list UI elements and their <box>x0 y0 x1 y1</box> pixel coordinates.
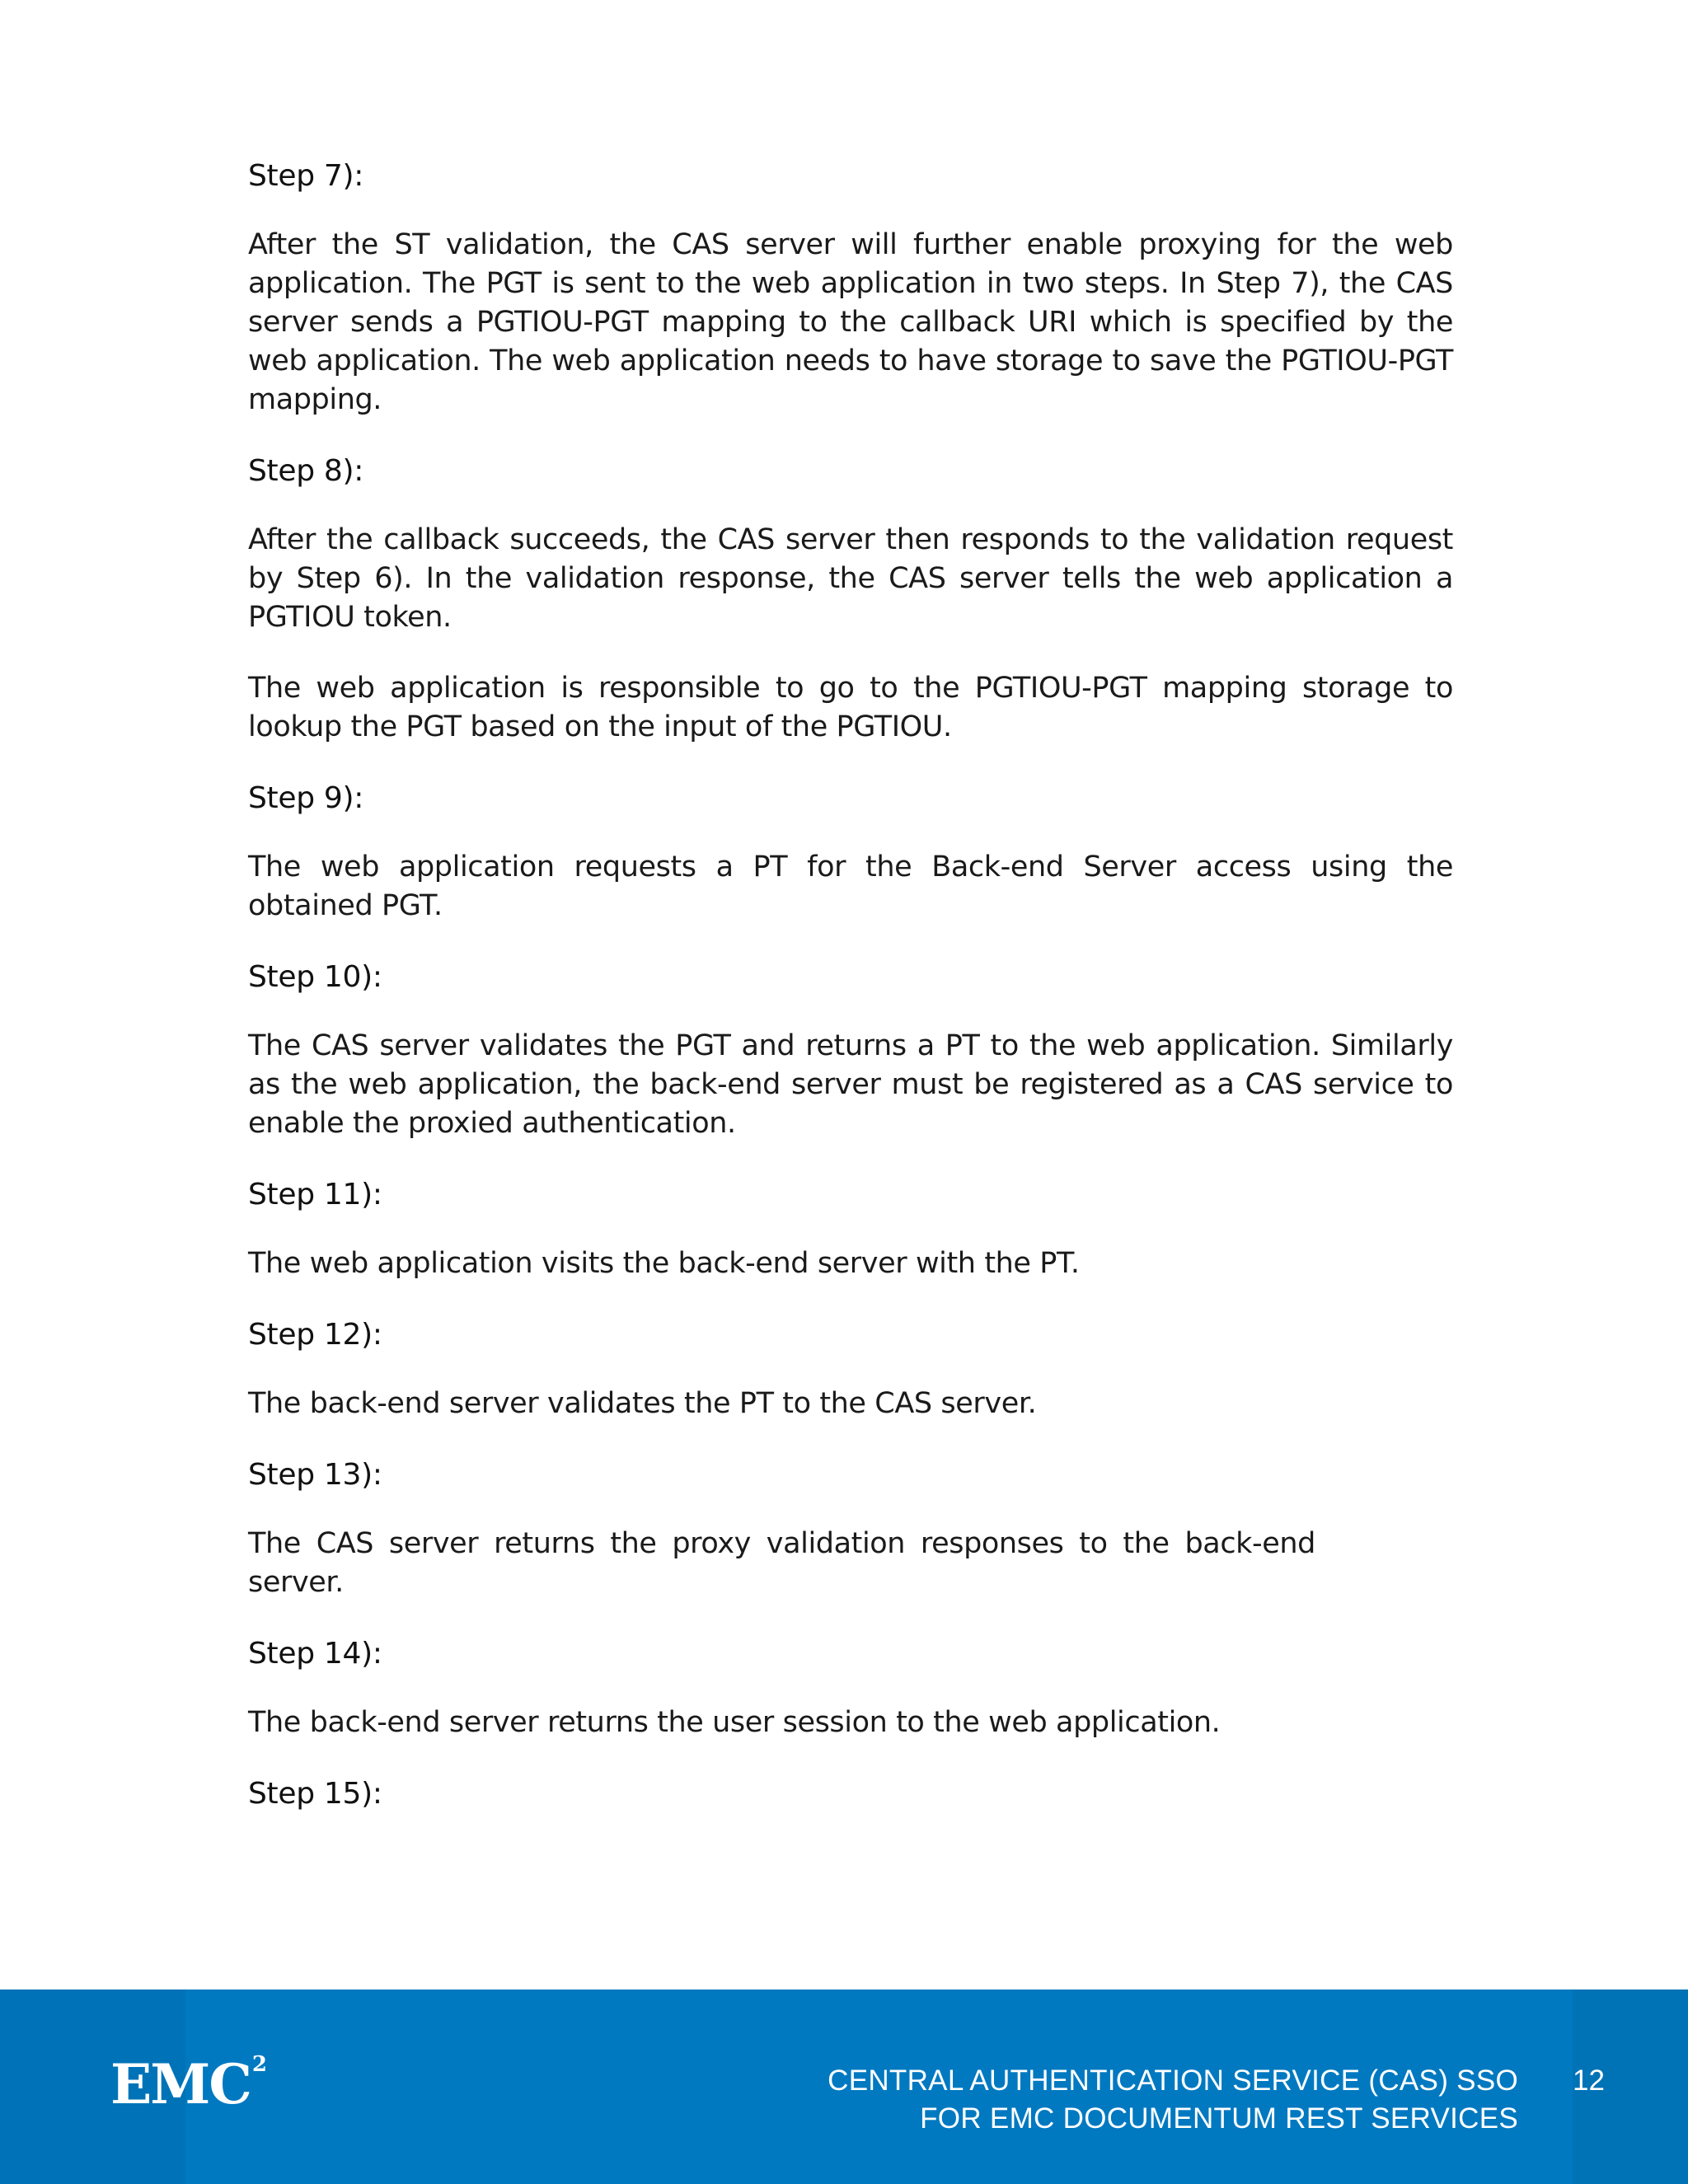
step-10-heading: Step 10): <box>248 960 382 994</box>
emc-logo-superscript: 2 <box>251 2052 267 2077</box>
page-footer <box>0 1990 1688 2184</box>
footer-document-title <box>828 2062 1518 2138</box>
step-9-heading: Step 9): <box>248 781 364 815</box>
emc-logo <box>110 2052 267 2116</box>
footer-title-line-2: FOR EMC DOCUMENTUM REST SERVICES <box>920 2102 1518 2135</box>
step-15-heading: Step 15): <box>248 1777 382 1811</box>
step-14-paragraph: The back-end server returns the user session to the web application. <box>248 1706 1221 1739</box>
step-11-paragraph: The web application visits the back-end server with the PT. <box>248 1247 1080 1280</box>
step-8-heading: Step 8): <box>248 454 364 488</box>
step-8-paragraph-2: The web application is responsible to go to the PGTIOU-PGT mapping storage to lookup the PGT based on the input of the PGTIOU. <box>248 672 1453 743</box>
document-body <box>248 157 1453 1844</box>
emc-logo-text: EMC <box>110 2052 251 2116</box>
step-9-paragraph: The web application requests a PT for the Back-end Server access using the obtained PGT. <box>248 851 1453 922</box>
step-7-heading: Step 7): <box>248 159 364 193</box>
step-13-paragraph: The CAS server returns the proxy validation responses to the back-end server. <box>248 1527 1315 1599</box>
step-14-heading: Step 14): <box>248 1637 382 1671</box>
step-12-heading: Step 12): <box>248 1318 382 1352</box>
step-10-paragraph: The CAS server validates the PGT and returns a PT to the web application. Similarly as the web application, the back-end server must be registered as a CAS service to enable the proxied authentication. <box>248 1029 1453 1140</box>
step-13-heading: Step 13): <box>248 1458 382 1492</box>
step-8-paragraph-1: After the callback succeeds, the CAS server then responds to the validation request by Step 6). In the validation response, the CAS server tells the web application a PGTIOU token. <box>248 523 1453 634</box>
step-11-heading: Step 11): <box>248 1178 382 1212</box>
step-12-paragraph: The back-end server validates the PT to the CAS server. <box>248 1387 1037 1420</box>
page-number: 12 <box>1573 2064 1605 2097</box>
footer-title-line-1: CENTRAL AUTHENTICATION SERVICE (CAS) SSO <box>828 2064 1518 2097</box>
step-7-paragraph: After the ST validation, the CAS server will further enable proxying for the web application. The PGT is sent to the web application in two steps. In Step 7), the CAS server sends a PGTIOU-PGT mapping to the callback URI which is specified by the web application. The web application needs to have storage to save the PGTIOU-PGT mapping. <box>248 228 1453 416</box>
